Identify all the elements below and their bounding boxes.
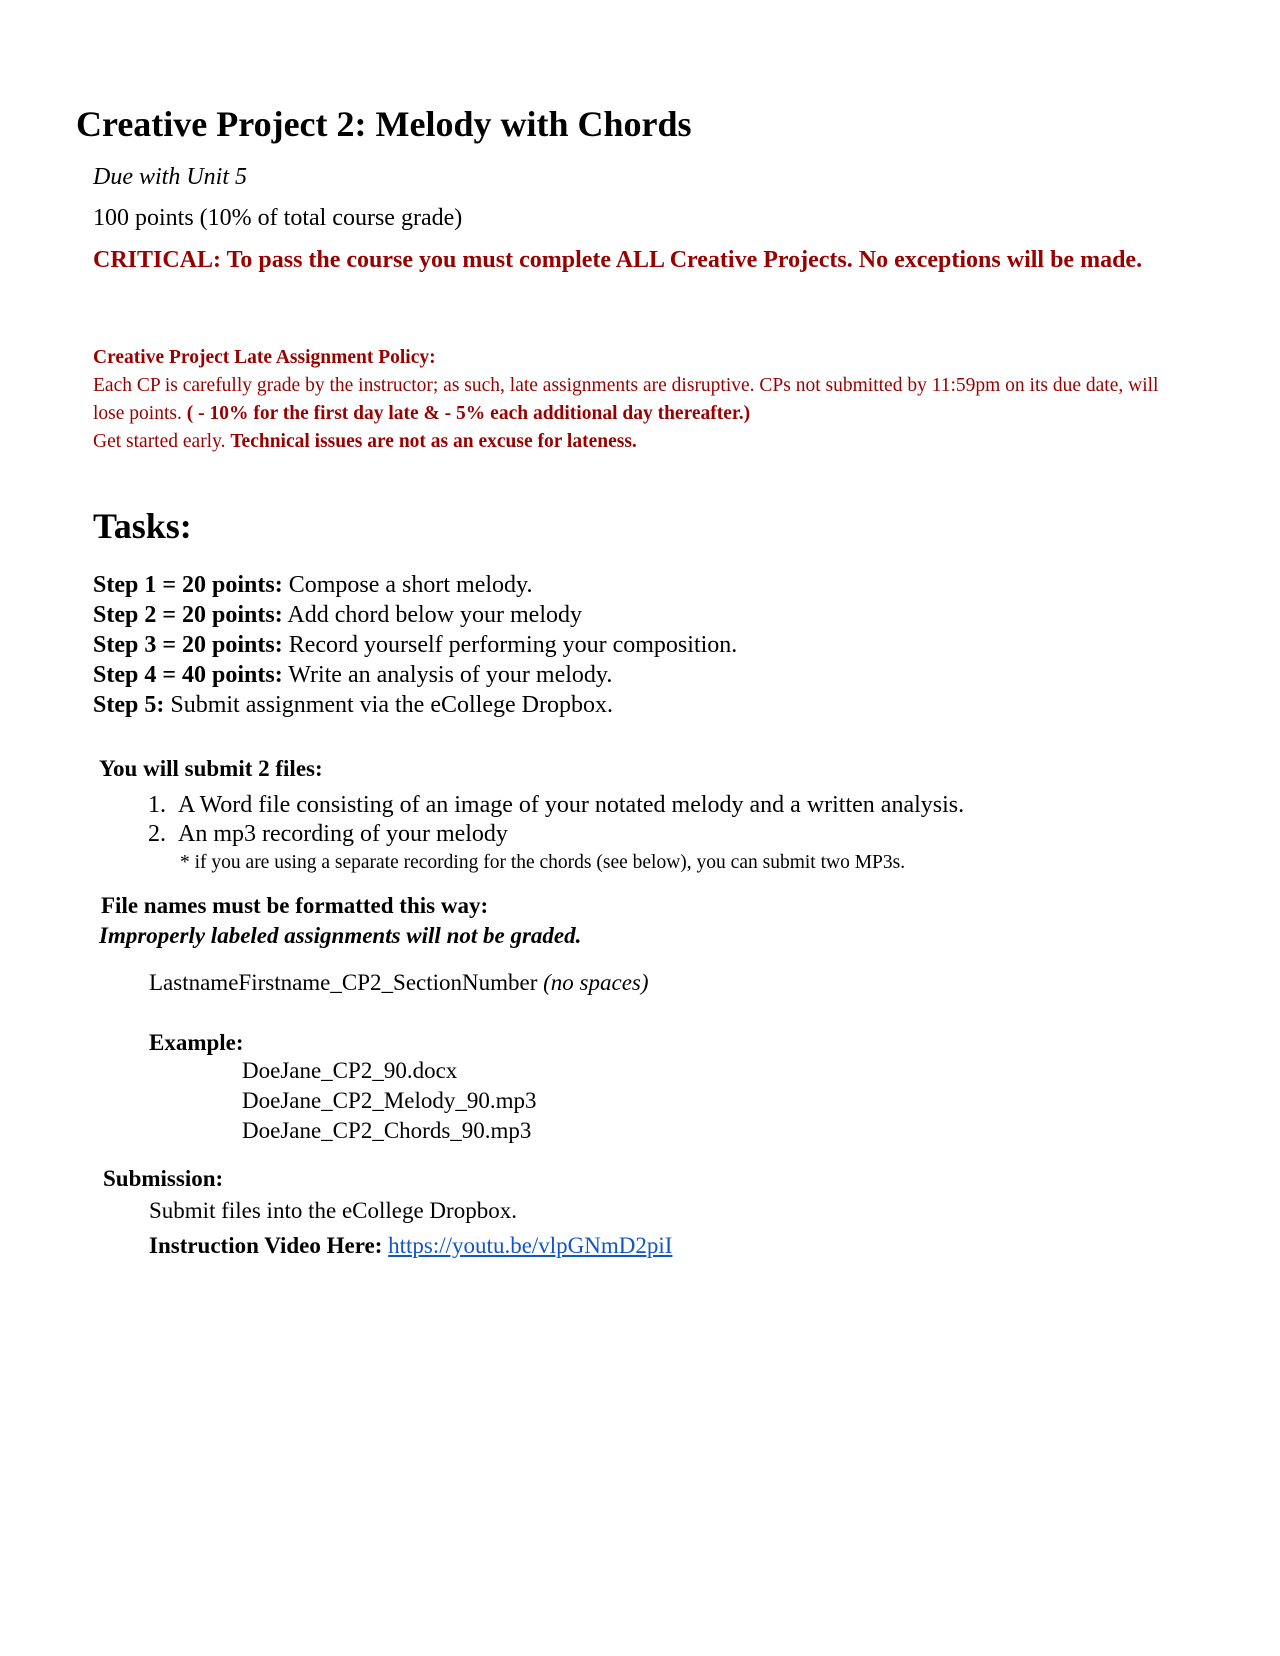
list-number: 1. [148,792,166,818]
critical-notice: CRITICAL: To pass the course you must complete ALL Creative Projects. No exceptions will be made. [93,247,1143,273]
late-policy-advice: Get started early. [93,431,231,452]
step-text: Add chord below your melody [282,602,582,628]
step-text: Write an analysis of your melody. [282,662,613,688]
step-label: Step 3 = 20 points: [93,632,283,658]
example-file: DoeJane_CP2_Melody_90.mp3 [242,1088,537,1113]
step-label: Step 4 = 40 points: [93,662,283,688]
files-list [148,791,964,877]
example-file: DoeJane_CP2_Chords_90.mp3 [242,1118,532,1143]
example-file: DoeJane_CP2_90.docx [242,1058,458,1083]
late-policy [93,344,1173,456]
file-names-warning: Improperly labeled assignments will not be graded. [99,923,582,948]
list-number: 2. [148,821,166,847]
pattern-note: (no spaces) [543,970,649,995]
files-note: * if you are using a separate recording for the chords (see below), you can submit two MP3s. [180,852,906,873]
instruction-video [149,1231,672,1261]
step-item [93,630,737,660]
list-item [148,820,964,849]
step-text: Compose a short melody. [282,572,533,598]
step-item [93,690,737,720]
example-heading: Example: [149,1030,244,1055]
late-policy-text: Each CP is carefully grade by the instructor; as such, late assignments are disruptive. CPs not submitted by 11:59pm on its due date, will lose points. [93,375,1159,424]
step-item [93,660,737,690]
list-text: An mp3 recording of your melody [178,821,508,847]
due-date: Due with Unit 5 [93,164,247,190]
submission-text: Submit files into the eCollege Dropbox. [149,1198,517,1223]
page-title: Creative Project 2: Melody with Chords [76,104,692,144]
file-name-pattern [149,968,649,998]
step-text: Submit assignment via the eCollege Dropbox. [164,692,613,718]
submission-heading: Submission: [103,1166,224,1191]
late-policy-warning: Technical issues are not as an excuse for lateness. [230,431,637,452]
step-text: Record yourself performing your composition. [282,632,738,658]
list-item [148,791,964,820]
steps-list [93,570,737,720]
list-text: A Word file consisting of an image of your notated melody and a written analysis. [178,792,965,818]
example-list [242,1056,537,1146]
pattern-text: LastnameFirstname_CP2_SectionNumber [149,970,544,995]
step-item [93,600,737,630]
tasks-heading: Tasks: [93,506,192,546]
points-info: 100 points (10% of total course grade) [93,205,463,231]
late-policy-penalty: ( - 10% for the first day late & - 5% each additional day thereafter.) [186,403,751,424]
video-label: Instruction Video Here: [149,1233,383,1258]
step-item [93,570,737,600]
file-names-heading: File names must be formatted this way: [101,893,489,918]
submit-files-heading: You will submit 2 files: [99,756,323,781]
video-link[interactable]: https://youtu.be/vlpGNmD2piI [388,1233,673,1258]
step-label: Step 1 = 20 points: [93,572,283,598]
step-label: Step 2 = 20 points: [93,602,283,628]
step-label: Step 5: [93,692,165,718]
late-policy-heading: Creative Project Late Assignment Policy: [93,347,436,368]
